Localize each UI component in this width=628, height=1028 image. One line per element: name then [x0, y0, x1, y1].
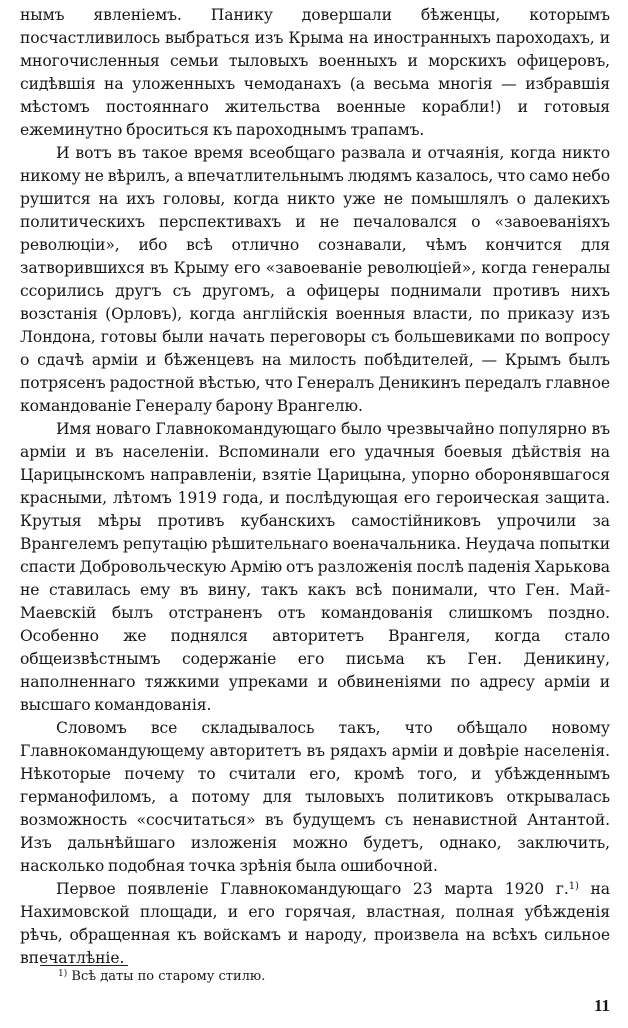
footnote [58, 964, 265, 987]
paragraph-2: И вотъ въ такое время всеобщаго развала и отчаянiя, когда никто никому не вѣрилъ, а впечатлительнымъ людямъ казалось, что само небо рушится на ихъ головы, когда никто уже не помышлялъ о далекихъ политическихъ перспективахъ и не печаловался о «завоеванiяхъ революцiи», ибо всѣ отлично сознавали, чѣмъ кончится для затворившихся въ Крыму его «завоеванiе революцiей», когда генералы ссорились другъ съ другомъ, а офицеры поднимали противъ нихъ возстанiя (Орловъ), когда англiйскiя военныя власти, по приказу изъ Лондона, готовы были начать переговоры съ большевиками по вопросу о сдачѣ армiи и бѣженцевъ на милость побѣдителей, — Крымъ былъ потрясенъ радостной вѣстью, что Генералъ Деникинъ передалъ главное командованiе Генералу барону Врангелю. [20, 144, 610, 415]
paragraph-5-text-before: Первое появленiе Главнокомандующаго 23 марта 1920 г. [56, 880, 569, 898]
paragraph-3: Имя новаго Главнокомандующаго было чрезвычайно популярно въ армiи и въ населенiи. Вспоминали его удачныя боевыя дѣйствiя на Царицынскомъ направленiи, взятiе Царицына, упорно оборонявшагося красными, лѣтомъ 1919 года, и послѣдующая его героическая защита. Крутыя мѣры противъ кубанскихъ самостiйниковъ упрочили за Врангелемъ репутацiю рѣшительнаго военачальника. Неудача попытки спасти Добровольческую Армiю отъ разложенiя послѣ паденiя Харькова не ставилась ему въ вину, такъ какъ всѣ понимали, что Ген. Май-Маевскiй былъ отстраненъ отъ командованiя слишкомъ поздно. Особенно же поднялся авторитетъ Врангеля, когда стало общеизвѣстнымъ содержанiе его письма къ Ген. Деникину, наполненнаго тяжкими упреками и обвиненiями по адресу армiи и высшаго командованiя. [20, 420, 610, 714]
footnote-text: Всѣ даты по старому стилю. [71, 969, 266, 984]
paragraph-1: нымъ явленiемъ. Панику довершали бѣженцы, которымъ посчастливилось выбраться изъ Крыма на иностранныхъ пароходахъ, и многочисленныя семьи тыловыхъ военныхъ и морскихъ офицеровъ, сидѣвшiя на уложенныхъ чемоданахъ (а весьма многiя — избравшiя мѣстомъ постояннаго жительства военные корабли!) и готовыя ежеминутно броситься къ пароходнымъ трапамъ. [20, 6, 610, 139]
footnote-marker: 1) [58, 969, 68, 979]
main-text [20, 4, 610, 970]
paragraph-5 [20, 878, 610, 970]
paragraph-5-text-after: на Нахимовской площади, и его горячая, властная, полная убѣжденiя рѣчь, обращенная къ войскамъ и народу, произвела на всѣхъ сильное впечатлѣнiе. [20, 880, 610, 967]
paragraph-4: Словомъ все складывалось такъ, что обѣщало новому Главнокомандующему авторитетъ въ рядахъ армiи и довѣрiе населенiя. Нѣкоторые почему то считали его, кромѣ того, и убѣжденнымъ германофиломъ, а потому для тыловыхъ политиковъ открывалась возможность «сосчитаться» въ будущемъ съ ненавистной Антантой. Изъ дальнѣйшаго изложенiя можно будетъ, однако, заключить, насколько подобная точка зрѣнiя была ошибочной. [20, 719, 610, 875]
page-number: 11 [593, 996, 610, 1015]
footnote-reference: 1) [568, 881, 579, 892]
